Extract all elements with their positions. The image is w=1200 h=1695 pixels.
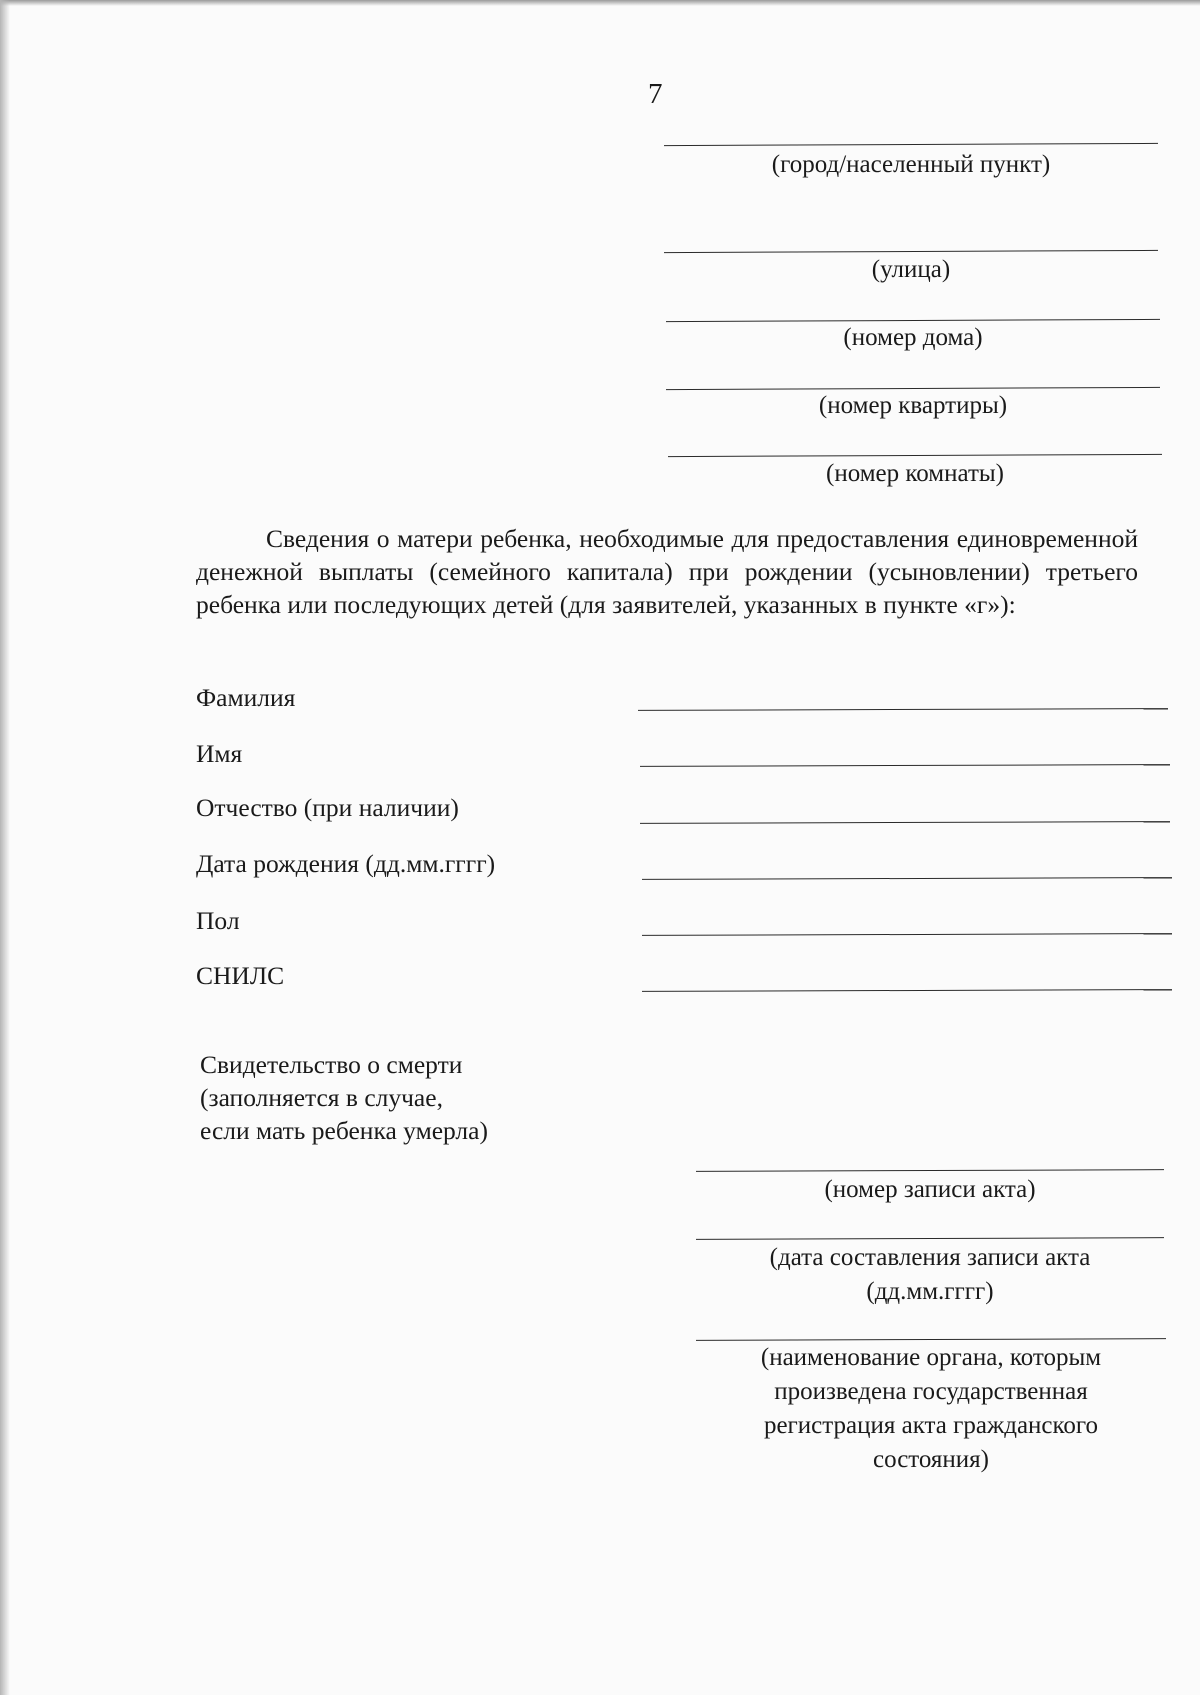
city-field-caption: (город/населенный пункт) [771,151,1051,178]
house-number-field-caption: (номер дома) [843,324,983,351]
death-certificate-label: Свидетельство о смерти (заполняется в случае, если мать ребенка умерла) [200,1050,488,1145]
sex-label: Пол [196,906,240,935]
mother-info-intro-text: Сведения о матери ребенка, необходимые для предоставления единовременной денежной выплаты (семейного капитала) при рождении (усыновлении) третьего ребенка или последующих детей (для заявителей, указанных в пункте «г»): [196,524,1138,619]
city-field-line[interactable] [664,143,1158,146]
scan-edge-shadow [0,0,10,1695]
snils-field-line[interactable] [642,989,1172,992]
sex-field-line[interactable] [642,933,1172,936]
page-number: 7 [648,78,663,110]
street-field-caption: (улица) [871,256,951,283]
surname-field-line[interactable] [638,708,1168,711]
registration-authority-caption: (наименование органа, которым произведена государственная регистрация акта гражданского состояния) [760,1344,1102,1473]
snils-label: СНИЛС [196,961,285,990]
act-record-number-field-line[interactable] [696,1169,1164,1172]
room-number-field-caption: (номер комнаты) [826,460,1004,487]
surname-label: Фамилия [196,683,296,712]
act-record-date-caption: (дата составления записи акта (дд.мм.гггг) [769,1244,1091,1305]
scan-edge-shadow [0,0,1200,6]
first-name-field-line[interactable] [640,764,1170,767]
birth-date-label: Дата рождения (дд.мм.гггг) [196,849,496,878]
act-record-number-caption: (номер записи акта) [824,1176,1036,1203]
patronymic-field-line[interactable] [640,821,1170,824]
birth-date-field-line[interactable] [642,877,1172,880]
act-record-date-field-line[interactable] [696,1237,1164,1240]
first-name-label: Имя [196,739,243,768]
apartment-number-field-caption: (номер квартиры) [818,392,1008,419]
mother-info-intro [196,522,1138,621]
patronymic-label: Отчество (при наличии) [196,793,459,822]
